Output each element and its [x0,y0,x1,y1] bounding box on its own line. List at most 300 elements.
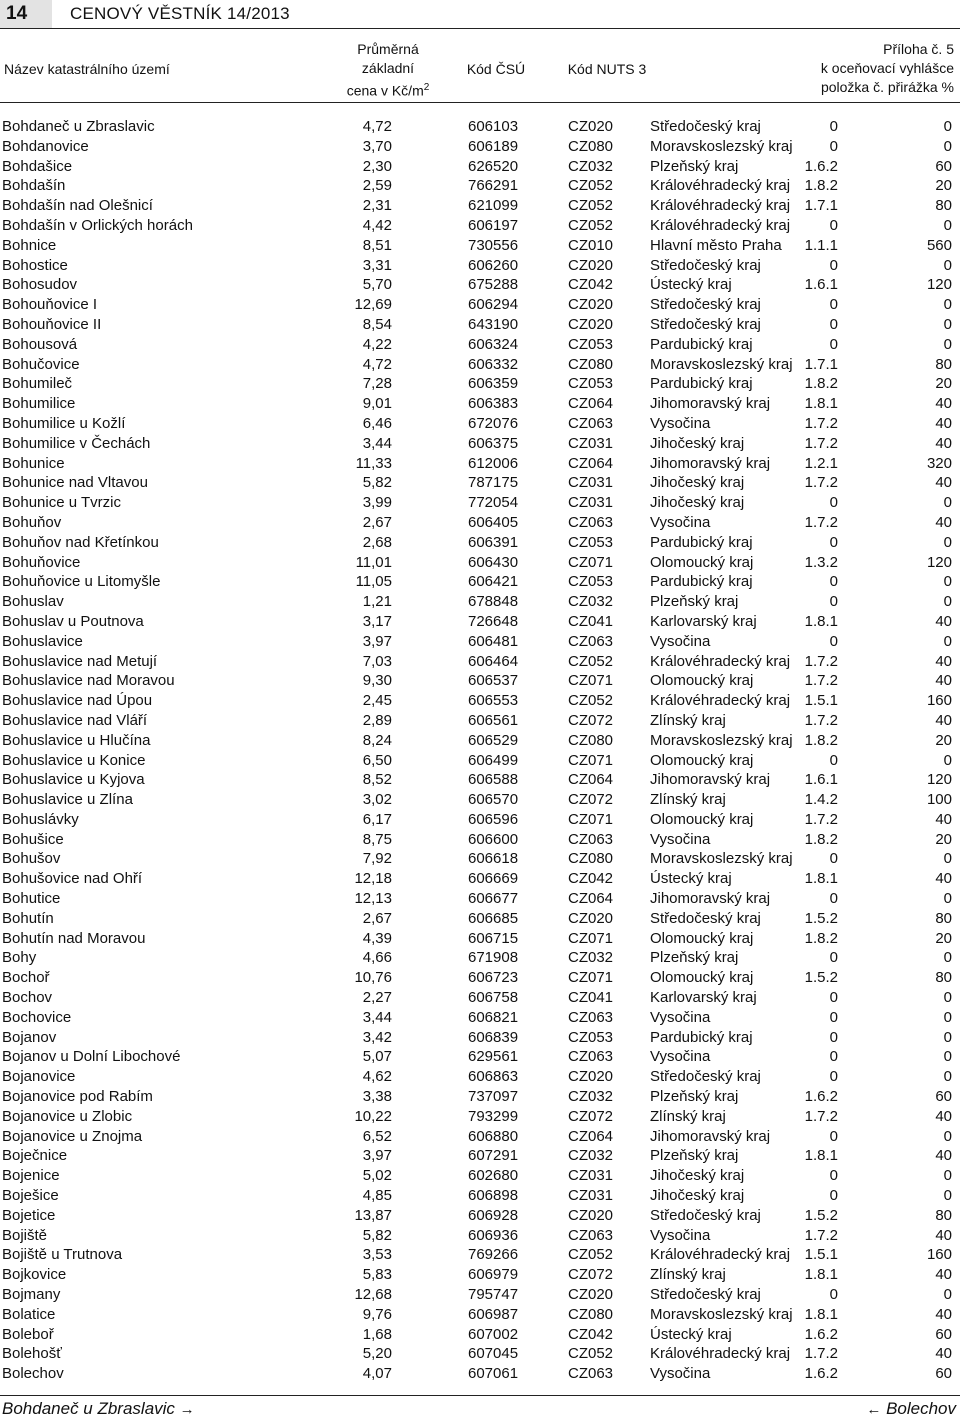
cell-surcharge: 0 [943,1028,952,1046]
cell-name: Bohumileč [2,375,73,393]
cell-item: 1.8.2 [804,929,838,947]
cell-price: 5,07 [362,1048,392,1066]
cell-price: 2,59 [362,177,392,195]
footer-range-start [2,1399,195,1419]
cell-nuts-code: CZ020 [568,118,614,135]
cell-price: 4,07 [362,1365,392,1383]
cell-price: 3,97 [362,1147,392,1165]
table-row [0,1206,960,1226]
cell-surcharge: 120 [926,276,952,294]
cell-price: 10,22 [354,1107,392,1125]
table-row [0,176,960,196]
cell-item: 0 [829,1187,838,1205]
table-row [0,968,960,988]
cell-nuts-code: CZ080 [568,850,614,868]
cell-csu-code: 606898 [468,1187,519,1205]
cell-nuts-code: CZ064 [568,771,614,789]
arrow-left-icon: ← [866,1401,882,1418]
cell-surcharge: 0 [943,216,952,234]
cell-nuts-code: CZ063 [568,1048,614,1066]
cell-region: Moravskoslezský kraj [650,1305,793,1323]
cell-item: 0 [829,593,838,611]
cell-surcharge: 20 [935,177,952,195]
cell-item: 1.8.1 [804,612,838,630]
cell-item: 1.8.1 [804,1266,838,1284]
cell-price: 5,20 [362,1345,392,1363]
cell-price: 3,53 [362,1246,392,1264]
cell-price: 12,13 [354,890,392,908]
cell-item: 0 [829,296,838,314]
cell-item: 0 [829,335,838,353]
cell-name: Bohosudov [2,276,78,294]
cell-surcharge: 0 [943,1068,952,1086]
cell-region: Královéhradecký kraj [650,177,791,195]
cell-surcharge: 80 [935,355,952,373]
cell-name: Bohutice [2,890,61,908]
cell-surcharge: 0 [943,1167,952,1185]
cell-name: Bohuslav u Poutnova [2,612,144,630]
cell-surcharge: 20 [935,830,952,848]
cell-name: Bochoř [2,969,50,987]
cell-csu-code: 787175 [468,474,519,492]
cell-price: 5,02 [362,1167,392,1185]
cell-csu-code: 795747 [468,1286,519,1304]
cell-nuts-code: CZ053 [568,375,614,393]
cell-nuts-code: CZ080 [568,731,614,749]
cell-price: 3,44 [362,1008,392,1026]
cell-price: 4,42 [362,216,392,234]
cell-csu-code: 606481 [468,632,519,650]
table-row [0,394,960,414]
cell-name: Bohnice [2,236,57,254]
cell-region: Olomoucký kraj [650,810,754,828]
cell-nuts-code: CZ053 [568,335,614,353]
cell-name: Bojkovice [2,1266,67,1284]
cell-csu-code: 606324 [468,335,519,353]
cell-item: 0 [829,1167,838,1185]
cell-name: Bohdašín nad Olešnicí [2,197,153,215]
table-row [0,1364,960,1384]
cell-name: Bolechov [2,1365,64,1383]
cell-nuts-code: CZ053 [568,533,614,551]
cell-csu-code: 643190 [468,315,519,333]
cell-surcharge: 0 [943,632,952,650]
cell-region: Plzeňský kraj [650,949,739,967]
cell-price: 5,82 [362,1226,392,1244]
cell-csu-code: 607061 [468,1365,519,1383]
cell-price: 4,72 [362,355,392,373]
cell-name: Bojanovice u Zlobic [2,1107,133,1125]
cell-item: 1.2.1 [804,454,838,472]
cell-item: 0 [829,573,838,591]
cell-region: Olomoucký kraj [650,969,754,987]
cell-nuts-code: CZ020 [568,1286,614,1304]
col-header-price-line3 [338,78,438,101]
cell-csu-code: 606588 [468,771,519,789]
cell-name: Boječnice [2,1147,68,1165]
col-header-nuts [552,60,662,120]
cell-price: 12,69 [354,296,392,314]
table-row [0,1127,960,1147]
cell-name: Bojiště u Trutnova [2,1246,123,1264]
cell-csu-code: 606421 [468,573,519,591]
cell-nuts-code: CZ020 [568,315,614,333]
cell-price: 3,38 [362,1088,392,1106]
cell-nuts-code: CZ032 [568,593,614,611]
cell-nuts-code: CZ031 [568,1167,614,1185]
cell-price: 1,68 [362,1325,392,1343]
cell-surcharge: 40 [935,474,952,492]
cell-surcharge: 40 [935,711,952,729]
cell-region: Ústecký kraj [650,870,732,888]
cell-surcharge: 80 [935,197,952,215]
cell-name: Bohuslavice u Kyjova [2,771,145,789]
cell-region: Středočeský kraj [650,118,761,135]
cell-region: Královéhradecký kraj [650,1246,791,1264]
cell-region: Středočeský kraj [650,1286,761,1304]
cell-csu-code: 606758 [468,989,519,1007]
cell-price: 2,89 [362,711,392,729]
table-row [0,988,960,1008]
cell-surcharge: 0 [943,573,952,591]
cell-price: 6,46 [362,414,392,432]
cell-surcharge: 40 [935,612,952,630]
cell-price: 11,33 [355,454,392,472]
cell-name: Bohuslavice nad Vláří [2,711,148,729]
cell-name: Bojanov [2,1028,57,1046]
cell-name: Bojmany [2,1286,61,1304]
cell-item: 1.7.1 [804,355,838,373]
cell-nuts-code: CZ071 [568,751,614,769]
cell-surcharge: 0 [943,1008,952,1026]
table-row [0,1047,960,1067]
col-header-price [338,40,438,100]
cell-nuts-code: CZ080 [568,1305,614,1323]
cell-nuts-code: CZ064 [568,395,614,413]
cell-nuts-code: CZ031 [568,494,614,512]
cell-price: 5,83 [362,1266,392,1284]
cell-surcharge: 100 [926,791,952,809]
cell-item: 0 [829,256,838,274]
cell-name: Boleboř [2,1325,54,1343]
table-row [0,929,960,949]
cell-item: 1.7.2 [804,434,838,452]
cell-item: 0 [829,751,838,769]
table-row [0,671,960,691]
cell-csu-code: 606499 [468,751,519,769]
cell-name: Bohumilice u Kožlí [2,414,126,432]
table-row [0,849,960,869]
cell-item: 0 [829,890,838,908]
cell-price: 7,03 [362,652,392,670]
page-number: 14 [0,0,52,28]
cell-region: Jihomoravský kraj [650,1127,771,1145]
cell-nuts-code: CZ072 [568,1266,614,1284]
cell-surcharge: 20 [935,375,952,393]
cell-csu-code: 606821 [468,1008,519,1026]
cell-name: Bojanovice pod Rabím [2,1088,153,1106]
cell-nuts-code: CZ032 [568,1147,614,1165]
table-row [0,493,960,513]
cell-item: 1.7.1 [804,197,838,215]
cell-nuts-code: CZ071 [568,553,614,571]
cell-csu-code: 606723 [468,969,519,987]
cell-region: Pardubický kraj [650,573,753,591]
cell-region: Jihočeský kraj [650,1187,745,1205]
cell-surcharge: 40 [935,1107,952,1125]
cell-csu-code: 726648 [468,612,519,630]
cell-price: 6,50 [362,751,392,769]
cell-price: 8,52 [362,771,392,789]
cell-region: Středočeský kraj [650,1068,761,1086]
cell-csu-code: 606464 [468,652,519,670]
cell-surcharge: 40 [935,1305,952,1323]
cell-item: 1.6.2 [804,1088,838,1106]
cell-name: Bohy [2,949,37,967]
cell-region: Karlovarský kraj [650,989,757,1007]
table-row [0,196,960,216]
table-row [0,1285,960,1305]
cell-item: 0 [829,1127,838,1145]
cell-name: Bohuslavice u Zlína [2,791,133,809]
cell-item: 0 [829,315,838,333]
cell-nuts-code: CZ042 [568,870,614,888]
cell-region: Plzeňský kraj [650,593,739,611]
cell-nuts-code: CZ031 [568,434,614,452]
cell-surcharge: 0 [943,494,952,512]
cell-region: Středočeský kraj [650,1206,761,1224]
cell-csu-code: 606979 [468,1266,519,1284]
table-row [0,770,960,790]
cell-price: 4,39 [362,929,392,947]
cell-csu-code: 606715 [468,929,519,947]
col-header-annex-line2: k oceňovací vyhlášce [820,60,954,76]
cell-item: 1.8.2 [804,731,838,749]
cell-name: Bohunice [2,454,65,472]
table-row [0,948,960,968]
cell-region: Vysočina [650,1008,711,1026]
cell-region: Zlínský kraj [650,1266,726,1284]
cell-region: Pardubický kraj [650,533,753,551]
table-row [0,652,960,672]
cell-price: 3,02 [362,791,392,809]
cell-item: 1.5.1 [804,692,838,710]
cell-surcharge: 120 [926,771,952,789]
cell-surcharge: 0 [943,1187,952,1205]
cell-csu-code: 675288 [468,276,519,294]
cell-price: 2,27 [362,989,392,1007]
cell-price: 4,66 [362,949,392,967]
cell-nuts-code: CZ020 [568,256,614,274]
cell-nuts-code: CZ052 [568,1246,614,1264]
cell-item: 0 [829,494,838,512]
cell-region: Zlínský kraj [650,791,726,809]
cell-price: 2,30 [362,157,392,175]
cell-surcharge: 0 [943,1286,952,1304]
table-row [0,513,960,533]
cell-name: Bohuslav [2,593,64,611]
cell-item: 1.5.2 [804,969,838,987]
cell-surcharge: 40 [935,652,952,670]
cell-surcharge: 0 [943,533,952,551]
cell-csu-code: 606669 [468,870,519,888]
table-row [0,216,960,236]
cell-surcharge: 80 [935,969,952,987]
cell-surcharge: 160 [926,1246,952,1264]
cell-item: 0 [829,533,838,551]
cell-csu-code: 607002 [468,1325,519,1343]
cell-csu-code: 606430 [468,553,519,571]
cell-item: 1.8.1 [804,870,838,888]
cell-name: Bohdašice [2,157,73,175]
cell-surcharge: 0 [943,118,952,135]
cell-surcharge: 0 [943,1048,952,1066]
col-header-name [4,60,170,120]
cell-price: 9,01 [362,395,392,413]
table-row [0,315,960,335]
cell-csu-code: 606618 [468,850,519,868]
cell-nuts-code: CZ072 [568,791,614,809]
cell-surcharge: 320 [926,454,952,472]
cell-region: Královéhradecký kraj [650,652,791,670]
cell-name: Bojanovice u Znojma [2,1127,143,1145]
table-row [0,909,960,929]
col-header-name-label: Název katastrálního území [4,61,170,77]
cell-item: 1.6.2 [804,1325,838,1343]
cell-nuts-code: CZ042 [568,1325,614,1343]
cell-region: Královéhradecký kraj [650,197,791,215]
price-table [0,117,960,1384]
cell-surcharge: 160 [926,692,952,710]
cell-item: 1.8.2 [804,177,838,195]
cell-item: 1.6.1 [804,771,838,789]
cell-name: Bohousová [2,335,78,353]
cell-csu-code: 606570 [468,791,519,809]
cell-name: Bojanovice [2,1068,76,1086]
cell-name: Bohučovice [2,355,80,373]
cell-region: Jihomoravský kraj [650,454,771,472]
cell-region: Ústecký kraj [650,1325,732,1343]
cell-name: Bohuslavice [2,632,83,650]
cell-price: 7,28 [362,375,392,393]
cell-csu-code: 606375 [468,434,519,452]
cell-csu-code: 606189 [468,137,519,155]
cell-surcharge: 40 [935,672,952,690]
cell-csu-code: 606383 [468,395,519,413]
cell-price: 4,62 [362,1068,392,1086]
table-row [0,572,960,592]
cell-csu-code: 606936 [468,1226,519,1244]
cell-region: Olomoucký kraj [650,751,754,769]
cell-surcharge: 40 [935,395,952,413]
cell-nuts-code: CZ052 [568,692,614,710]
cell-region: Plzeňský kraj [650,1147,739,1165]
cell-item: 1.7.2 [804,810,838,828]
cell-name: Bohumilice [2,395,76,413]
cell-price: 3,99 [362,494,392,512]
cell-csu-code: 606197 [468,216,519,234]
table-row [0,1344,960,1364]
table-row [0,434,960,454]
cell-price: 2,67 [362,909,392,927]
cell-name: Bohumilice v Čechách [2,434,151,452]
cell-nuts-code: CZ063 [568,414,614,432]
cell-price: 11,01 [355,553,392,571]
cell-name: Bohuslávky [2,810,79,828]
cell-name: Bohušov [2,850,61,868]
cell-region: Vysočina [650,830,711,848]
cell-price: 6,17 [362,810,392,828]
cell-nuts-code: CZ063 [568,1226,614,1244]
cell-region: Středočeský kraj [650,315,761,333]
cell-item: 1.8.2 [804,375,838,393]
cell-csu-code: 606529 [468,731,519,749]
cell-nuts-code: CZ020 [568,1206,614,1224]
cell-region: Zlínský kraj [650,1107,726,1125]
cell-region: Vysočina [650,632,711,650]
cell-nuts-code: CZ071 [568,969,614,987]
cell-price: 9,30 [362,672,392,690]
cell-region: Plzeňský kraj [650,1088,739,1106]
cell-item: 0 [829,1028,838,1046]
table-row [0,889,960,909]
cell-csu-code: 606880 [468,1127,519,1145]
table-row [0,553,960,573]
cell-item: 0 [829,1286,838,1304]
cell-surcharge: 20 [935,731,952,749]
table-row [0,1166,960,1186]
cell-region: Hlavní město Praha [650,236,782,254]
cell-nuts-code: CZ032 [568,157,614,175]
cell-nuts-code: CZ032 [568,949,614,967]
cell-region: Královéhradecký kraj [650,1345,791,1363]
cell-csu-code: 606928 [468,1206,519,1224]
cell-csu-code: 606294 [468,296,519,314]
cell-csu-code: 737097 [468,1088,519,1106]
table-row [0,454,960,474]
running-header [0,0,960,34]
cell-price: 4,72 [362,118,392,135]
cell-surcharge: 40 [935,1147,952,1165]
cell-item: 1.7.2 [804,711,838,729]
cell-nuts-code: CZ080 [568,355,614,373]
cell-csu-code: 629561 [468,1048,519,1066]
cell-nuts-code: CZ052 [568,177,614,195]
cell-nuts-code: CZ071 [568,672,614,690]
cell-price: 8,24 [362,731,392,749]
cell-csu-code: 606405 [468,513,519,531]
cell-nuts-code: CZ072 [568,711,614,729]
cell-name: Bohdaneč u Zbraslavic [2,118,155,135]
cell-nuts-code: CZ053 [568,573,614,591]
cell-name: Bohdašín v Orlických horách [2,216,193,234]
col-header-annex-line1: Příloha č. 5 [883,41,954,57]
cell-price: 10,76 [354,969,392,987]
cell-item: 1.6.2 [804,157,838,175]
cell-surcharge: 0 [943,296,952,314]
cell-region: Pardubický kraj [650,1028,753,1046]
cell-item: 0 [829,118,838,135]
cell-name: Bohouňovice II [2,315,102,333]
cell-nuts-code: CZ064 [568,454,614,472]
cell-csu-code: 612006 [468,454,519,472]
cell-nuts-code: CZ052 [568,1345,614,1363]
cell-region: Středočeský kraj [650,296,761,314]
cell-region: Ústecký kraj [650,276,732,294]
cell-region: Středočeský kraj [650,909,761,927]
cell-surcharge: 0 [943,989,952,1007]
cell-surcharge: 40 [935,513,952,531]
